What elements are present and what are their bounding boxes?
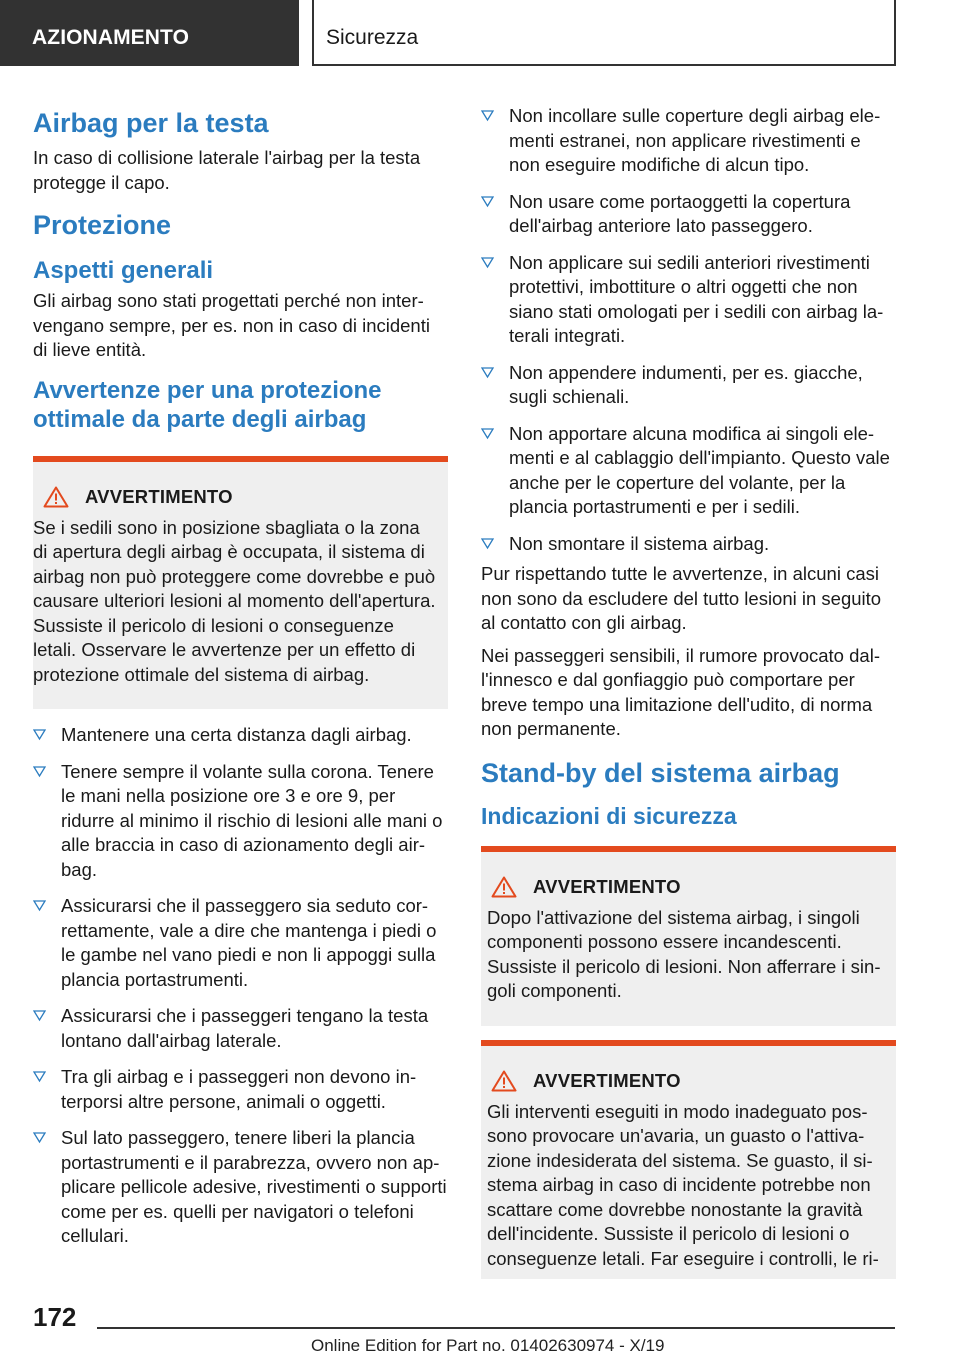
right-column (481, 104, 896, 1293)
list-item: Non apportare alcuna modifica ai singoli elementi e al cablaggio dell'impianto. Questo vale anche per le coperture del volante, per la plancia portastrumenti e per i sedili. (481, 422, 896, 520)
bullet-list-left (33, 723, 448, 1249)
warning-box-3 (481, 1040, 896, 1280)
list-item: Non usare come portaoggetti la copertura dell'airbag anteriore lato passeggero. (481, 190, 896, 239)
list-item: Mantenere una certa distanza dagli airbag. (33, 723, 448, 748)
warning-text: Se i sedili sono in posizione sbagliata o la zona di apertura degli airbag è occupata, il sistema di airbag non può proteggere come dovrebbe e può causare ulteriori lesioni al momento dell'apertura. Sussiste il pericolo di lesioni o conseguenze letali. Osservare le avvertenze per un effetto di protezione ottimale del sistema di airbag. (33, 516, 436, 685)
warning-triangle-icon (491, 876, 517, 898)
footer-divider (97, 1327, 895, 1329)
list-item: Tra gli airbag e i passeggeri non devono interporsi altre persone, animali o oggetti. (33, 1065, 448, 1114)
heading-airbag-testa: Airbag per la testa (33, 108, 269, 138)
triangle-bullet-icon (481, 107, 494, 123)
aspetti-generali-text: Gli airbag sono stati progettati perché non intervengano sempre, per es. non in caso di incidenti di lieve entità. (33, 290, 430, 360)
warning-box-2 (481, 846, 896, 1026)
triangle-bullet-icon (481, 254, 494, 270)
heading-standby: Stand-by del sistema airbag (481, 757, 840, 788)
warning-text: Dopo l'attivazione del sistema airbag, i singoli componenti possono essere incandescenti. Sussiste il pericolo di lesioni. Non afferrare i singoli componenti. (487, 906, 881, 1001)
left-column (33, 100, 448, 1261)
section-tab: AZIONAMENTO (0, 0, 299, 66)
warning-header (491, 1070, 886, 1092)
heading-protezione: Protezione (33, 210, 172, 240)
paragraph-udito: Nei passeggeri sensibili, il rumore provocato dall'innesco e dal gonfiaggio può comportare per breve tempo una limitazione dell'udito, di norma non permanente. (481, 644, 880, 739)
warning-title: AVVERTIMENTO (533, 1069, 681, 1091)
list-item: Non incollare sulle coperture degli airbag elementi estranei, non applicare rivestimenti e non eseguire modifiche di alcun tipo. (481, 104, 896, 178)
heading-aspetti-generali: Aspetti generali (33, 257, 214, 284)
triangle-bullet-icon (33, 1007, 46, 1023)
list-item: Tenere sempre il volante sulla corona. Tenere le mani nella posizione ore 3 e ore 9, per ridurre al minimo il rischio di lesioni alle mani o alle braccia in caso di azionamento degli airbag. (33, 760, 448, 883)
list-item: Assicurarsi che i passeggeri tengano la testa lontano dall'airbag laterale. (33, 1004, 448, 1053)
triangle-bullet-icon (481, 193, 494, 209)
warning-title: AVVERTIMENTO (85, 485, 233, 507)
warning-header (491, 876, 886, 898)
triangle-bullet-icon (481, 535, 494, 551)
paragraph-lesioni: Pur rispettando tutte le avvertenze, in alcuni casi non sono da escludere del tutto lesioni in seguito al contatto con gli airbag. (481, 563, 882, 633)
triangle-bullet-icon (33, 897, 46, 913)
chapter-tab: Sicurezza (312, 0, 896, 66)
triangle-bullet-icon (33, 1068, 46, 1084)
airbag-testa-text: In caso di collisione laterale l'airbag per la testa protegge il capo. (33, 147, 421, 193)
triangle-bullet-icon (33, 1129, 46, 1145)
triangle-bullet-icon (33, 763, 46, 779)
warning-text: Gli interventi eseguiti in modo inadeguato possono provocare un'avaria, un guasto o l'attivazione indesiderata del sistema. Se guasto, il sistema airbag in caso di incidente potrebbe non scattare come dovrebbe nonostante la gravità dell'incidente. Sussiste il pericolo di lesioni o conseguenze letali. Far eseguire i controlli, le ri- (487, 1100, 879, 1269)
list-item: Assicurarsi che il passeggero sia seduto correttamente, vale a dire che mantenga i piedi o le gambe nel vano piedi e non li appoggi sulla plancia portastrumenti. (33, 894, 448, 992)
heading-avvertenze: Avvertenze per una protezione ottimale da parte degli airbag (33, 376, 382, 433)
warning-title: AVVERTIMENTO (533, 875, 681, 897)
triangle-bullet-icon (481, 425, 494, 441)
warning-box-1 (33, 456, 448, 710)
list-item: Non smontare il sistema airbag. (481, 532, 896, 557)
footer-edition: Online Edition for Part no. 01402630974 - X/19 (311, 1336, 665, 1355)
warning-triangle-icon (491, 1070, 517, 1092)
heading-indicazioni: Indicazioni di sicurezza (481, 802, 737, 829)
list-item: Sul lato passeggero, tenere liberi la plancia portastrumenti e il parabrezza, ovvero non applicare pellicole adesive, rivestimenti o supporti come per es. quelli per navigatori o telefoni cellulari. (33, 1126, 448, 1249)
page-number: 172 (33, 1302, 77, 1332)
warning-triangle-icon (43, 486, 69, 508)
list-item: Non appendere indumenti, per es. giacche, sugli schienali. (481, 361, 896, 410)
list-item: Non applicare sui sedili anteriori rivestimenti protettivi, imbottiture o altri oggetti che non siano stati omologati per i sedili con airbag laterali integrati. (481, 251, 896, 349)
bullet-list-right (481, 104, 896, 556)
warning-header (43, 486, 438, 508)
triangle-bullet-icon (481, 364, 494, 380)
triangle-bullet-icon (33, 726, 46, 742)
